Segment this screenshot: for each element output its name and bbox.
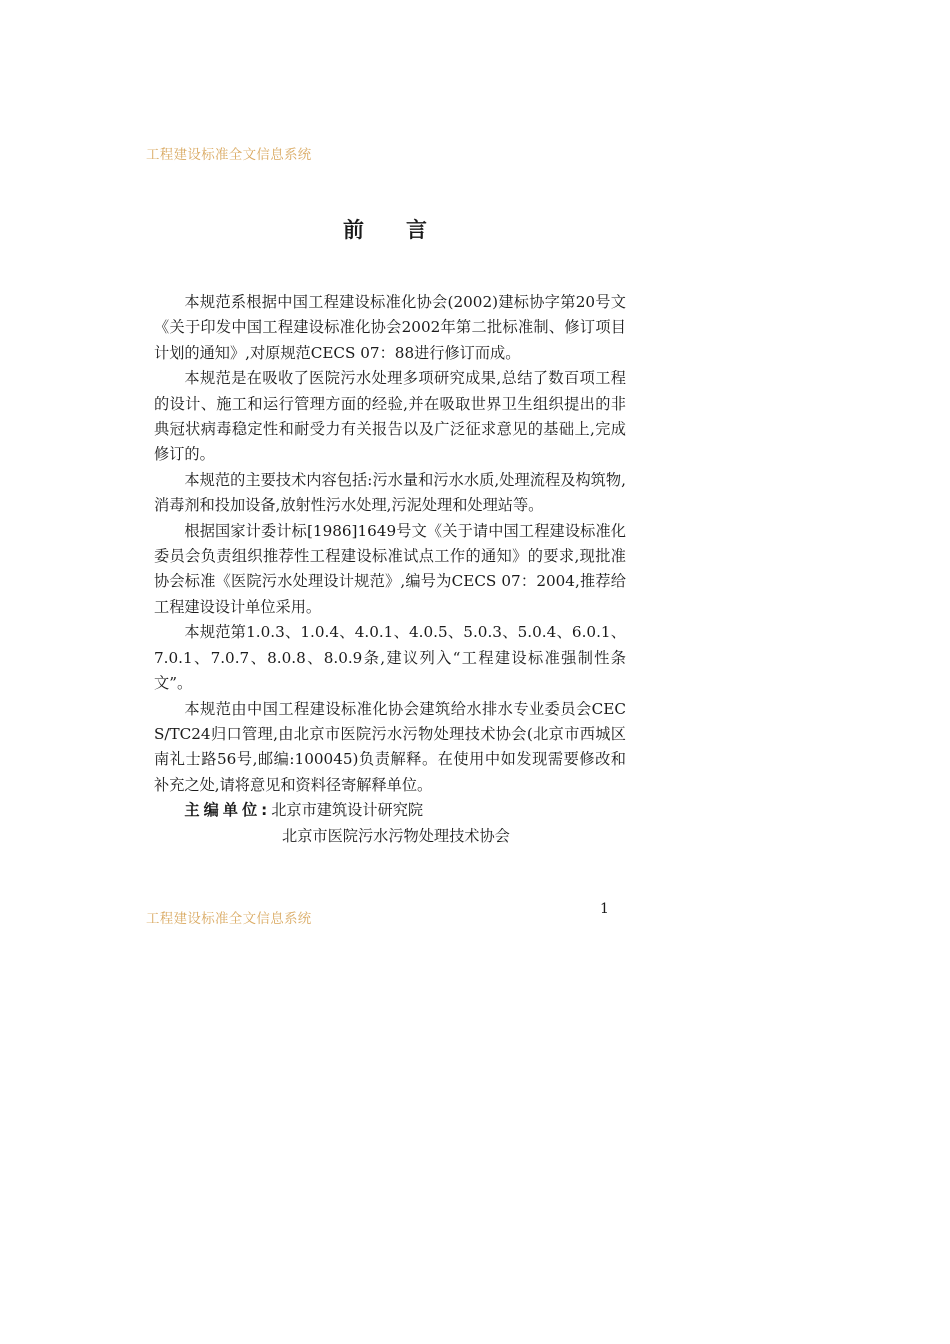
paragraph-mandatory-clauses: 本规范第1.0.3、1.0.4、4.0.1、4.0.5、5.0.3、5.0.4、6.0.1、7.0.1、7.0.7、8.0.8、8.0.9条,建议列入“工程建设标准强制性条文”。 xyxy=(154,623,626,693)
paragraph-main-contents: 本规范的主要技术内容包括:污水量和污水水质,处理流程及构筑物,消毒剂和投加设备,放射性污水处理,污泥处理和处理站等。 xyxy=(154,470,626,515)
watermark-bottom: 工程建设标准全文信息系统 xyxy=(146,911,312,927)
watermark-top: 工程建设标准全文信息系统 xyxy=(146,147,312,163)
paragraph-revision-background: 本规范是在吸收了医院污水处理多项研究成果,总结了数百项工程的设计、施工和运行管理方面的经验,并在吸取世界卫生组织提出的非典冠状病毒稳定性和耐受力有关报告以及广泛征求意见的基础上,完成修订的。 xyxy=(154,369,626,464)
chief-editor-unit-2: 北京市医院污水污物处理技术协会 xyxy=(282,826,510,845)
chief-editor-unit-1: 北京市建筑设计研究院 xyxy=(271,801,424,820)
preface-body xyxy=(154,290,626,849)
chief-editor-line xyxy=(154,798,626,823)
paragraph-management: 本规范由中国工程建设标准化协会建筑给水排水专业委员会CECS/TC24归口管理,由北京市医院污水污物处理技术协会(北京市西城区南礼士路56号,邮编:100045)负责解释。在使用中如发现需要修改和补充之处,请将意见和资料径寄解释单位。 xyxy=(154,699,626,794)
page-number: 1 xyxy=(600,901,609,917)
paragraph-compilation-basis: 本规范系根据中国工程建设标准化协会(2002)建标协字第20号文《关于印发中国工程建设标准化协会2002年第二批标准制、修订项目计划的通知》,对原规范CECS 07：88进行修订而成。 xyxy=(154,293,626,362)
paragraph-approval: 根据国家计委计标[1986]1649号文《关于请中国工程建设标准化委员会负责组织推荐性工程建设标准试点工作的通知》的要求,现批准协会标准《医院污水处理设计规范》,编号为CECS 07：2004,推荐给工程建设设计单位采用。 xyxy=(154,521,626,616)
chief-editor-label: 主编单位: xyxy=(184,801,272,820)
page-title: 前言 xyxy=(343,218,469,242)
